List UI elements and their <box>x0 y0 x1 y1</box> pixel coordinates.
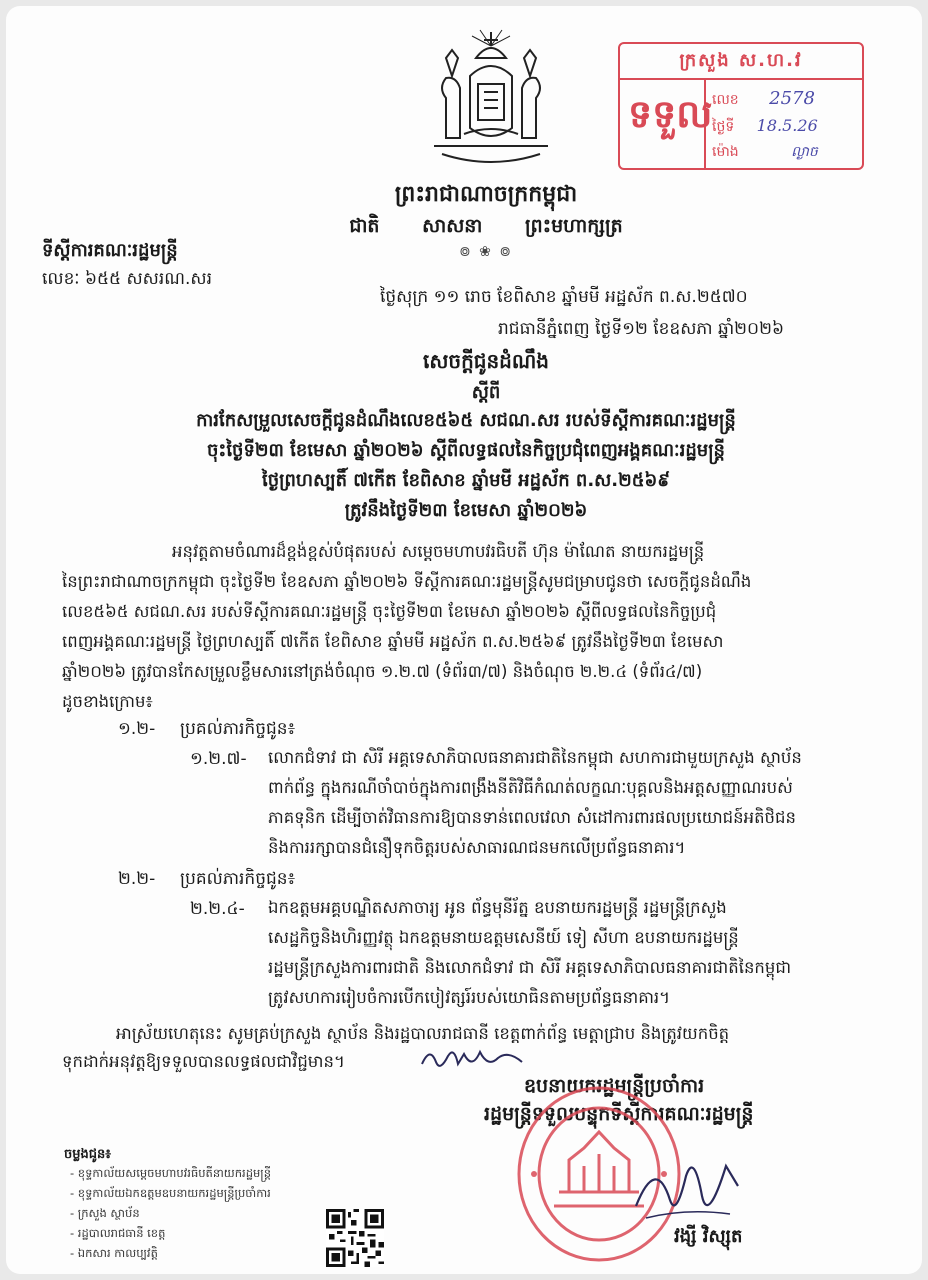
royal-emblem <box>424 28 558 178</box>
stamp-time-row <box>712 142 818 163</box>
section-number: ១.២- <box>118 719 156 739</box>
stamp-received-label: ទទួល <box>628 92 713 136</box>
item-line: ត្រូវសហការរៀបចំការបើកបៀវត្សរ៍របស់យោធិនតាមប្រព័ន្ធធនាគារ។ <box>268 988 671 1007</box>
intro-line: លេខ៥៦៥ សជណ.សរ របស់ទីស្តីការគណៈរដ្ឋមន្ត្រី ចុះថ្ងៃទី២៣ ខែមេសា ឆ្នាំ២០២៦ ស្តីពីលទ្ធផលនៃកិច្ចប្រជុំ <box>62 602 717 621</box>
item-line: ឯកឧត្តមអគ្គបណ្ឌិតសភាចារ្យ អូន ព័ន្ធមុនីរ័ត្ន ឧបនាយករដ្ឋមន្ត្រី រដ្ឋមន្ត្រីក្រសួង <box>268 898 727 917</box>
ornament-divider: ៙ ❀ ៙ <box>459 244 513 260</box>
signer-title: រដ្ឋមន្ត្រីទទួលបន្ទុកទីស្តីការគណៈរដ្ឋមន្ត្រី <box>484 1103 754 1125</box>
reference-number: លេខៈ ៦៥៥ សសរណ.សរ <box>42 269 212 289</box>
section-heading: ប្រគល់ភារកិច្ចជូន៖ <box>180 869 296 889</box>
item-line: លោកជំទាវ ជា សិរី អគ្គទេសាភិបាលធនាគារជាតិនៃកម្ពុជា សហការជាមួយក្រសួង ស្ថាប័ន <box>268 748 802 767</box>
closing-line: ទុកដាក់អនុវត្តឱ្យទទួលបានលទ្ធផលជាវិជ្ជមាន។ <box>62 1052 345 1071</box>
subject-line: ថ្ងៃព្រហស្បតិ៍ ៧កើត ខែពិសាខ ឆ្នាំមមី អដ្ឋស័ក ព.ស.២៥៦៩ <box>262 470 670 491</box>
signer-title: ឧបនាយករដ្ឋមន្ត្រីប្រចាំការ <box>524 1075 705 1097</box>
item-number: ២.២.៤- <box>190 899 245 919</box>
item-line: ពាក់ព័ន្ធ ក្នុងករណីចាំបាច់ក្នុងការពង្រឹងនីតិវិធីកំណត់លក្ខណៈបុគ្គលនិងអត្តសញ្ញាណរបស់ <box>268 778 793 797</box>
intro-line: ឆ្នាំ២០២៦ ត្រូវបានកែសម្រួលខ្លឹមសារនៅត្រង់ចំណុច ១.២.៧ (ទំព័រ៣/៧) និងចំណុច ២.២.៤ (ទំព័រ៤/៧) <box>62 662 703 681</box>
kingdom-name: ព្រះរាជាណាចក្រកម្ពុជា <box>394 182 578 207</box>
intro-line: ដូចខាងក្រោម៖ <box>62 692 153 711</box>
gregorian-date: រាជធានីភ្នំពេញ ថ្ងៃទី១២ ខែឧសភា ឆ្នាំ២០២៦ <box>498 319 784 339</box>
national-motto: ជាតិ សាសនា ព្រះមហាក្សត្រ <box>349 215 623 237</box>
signature <box>626 1146 746 1236</box>
stamp-number-value: 2578 <box>769 88 815 109</box>
subject-line: ចុះថ្ងៃទី២៣ ខែមេសា ឆ្នាំ២០២៦ ស្តីពីលទ្ធផលនៃកិច្ចប្រជុំពេញអង្គគណៈរដ្ឋមន្ត្រី <box>207 440 725 461</box>
stamp-number-label: លេខ <box>712 92 739 108</box>
subject-line: ការកែសម្រួលសេចក្តីជូនដំណឹងលេខ៥៦៥ សជណ.សរ របស់ទីស្តីការគណៈរដ្ឋមន្ត្រី <box>196 410 736 431</box>
stamp-date-row <box>712 116 818 138</box>
qr-code <box>326 1209 384 1267</box>
issuing-ministry: ទីស្តីការគណៈរដ្ឋមន្ត្រី <box>42 240 178 261</box>
document-page <box>6 6 922 1274</box>
item-line: រដ្ឋមន្ត្រីក្រសួងការពារជាតិ និងលោកជំទាវ ជា សិរី អគ្គទេសាភិបាលធនាគារជាតិនៃកម្ពុជា <box>268 958 792 977</box>
section-heading: ប្រគល់ភារកិច្ចជូន៖ <box>180 719 296 739</box>
stamp-time-label: ម៉ោង <box>712 144 739 160</box>
lunar-date: ថ្ងៃសុក្រ ១១ រោច ខែពិសាខ ឆ្នាំមមី អដ្ឋស័ក ព.ស.២៥៧០ <box>380 287 748 307</box>
item-line: និងការរក្សាបានជំនឿទុកចិត្តរបស់សាធារណជនមកលើប្រព័ន្ធធនាគារ។ <box>268 838 686 857</box>
stamp-date-value: 18.5.26 <box>756 116 818 135</box>
about-label: ស្តីពី <box>471 382 501 403</box>
stamp-number-row <box>712 88 815 111</box>
signer-name: វង្សី វិស្សុត <box>674 1226 743 1247</box>
stamp-time-value: ល្ងាច <box>791 144 818 160</box>
recipient-item: - ក្រសួង ស្ថាប័ន <box>70 1206 140 1220</box>
subject-line: ត្រូវនឹងថ្ងៃទី២៣ ខែមេសា ឆ្នាំ២០២៦ <box>344 500 588 521</box>
stamp-divider <box>704 80 706 168</box>
item-line: ភាគទុនិក ដើម្បីចាត់វិធានការឱ្យបានទាន់ពេលវេលា សំដៅការពារផលប្រយោជន៍អតិថិជន <box>268 808 796 827</box>
recipient-item: - ខុទ្ទកាល័យសម្តេចមហាបវរធិបតីនាយករដ្ឋមន្ត្រី <box>70 1166 272 1180</box>
document-type: សេចក្តីជូនដំណឹង <box>423 349 549 373</box>
received-stamp <box>618 42 864 170</box>
intro-line: នៃព្រះរាជាណាចក្រកម្ពុជា ចុះថ្ងៃទី២ ខែឧសភា ឆ្នាំ២០២៦ ទីស្តីការគណៈរដ្ឋមន្ត្រីសូមជម្រាបជូនថា សេចក្តីជូនដំណឹង <box>62 572 752 591</box>
section-number: ២.២- <box>118 869 156 889</box>
recipient-item: - រដ្ឋបាលរាជធានី ខេត្ត <box>70 1226 166 1240</box>
intro-line: អនុវត្តតាមចំណារដ៏ខ្ពង់ខ្ពស់បំផុតរបស់ សម្តេចមហាបវរធិបតី ហ៊ុន ម៉ាណែត នាយករដ្ឋមន្ត្រី <box>172 542 705 561</box>
recipients-heading: ចម្លងជូន៖ <box>64 1147 111 1162</box>
closing-line: អាស្រ័យហេតុនេះ សូមគ្រប់ក្រសួង ស្ថាប័ន និងរដ្ឋបាលរាជធានី ខេត្តពាក់ព័ន្ធ មេត្តាជ្រាប និងត្រូវយកចិត្ត <box>116 1024 730 1043</box>
item-line: សេដ្ឋកិច្ចនិងហិរញ្ញវត្ថុ ឯកឧត្តមនាយឧត្តមសេនីយ៍ ទៀ សីហា ឧបនាយករដ្ឋមន្ត្រី <box>268 928 739 947</box>
initials-signature <box>418 1042 528 1076</box>
intro-line: ពេញអង្គគណៈរដ្ឋមន្ត្រី ថ្ងៃព្រហស្បតិ៍ ៧កើត ខែពិសាខ ឆ្នាំមមី អដ្ឋស័ក ព.ស.២៥៦៩ ត្រូវនឹងថ្ងៃទី២៣ ខែមេសា <box>62 632 724 651</box>
stamp-header: ក្រសួង ស.ហ.វ <box>620 48 862 80</box>
recipient-item: - ខុទ្ទកាល័យឯកឧត្តមឧបនាយករដ្ឋមន្ត្រីប្រចាំការ <box>70 1186 271 1200</box>
item-number: ១.២.៧- <box>190 749 247 769</box>
recipient-item: - ឯកសារ កាលប្បវត្តិ <box>70 1246 158 1260</box>
stamp-date-label: ថ្ងៃទី <box>712 119 735 135</box>
